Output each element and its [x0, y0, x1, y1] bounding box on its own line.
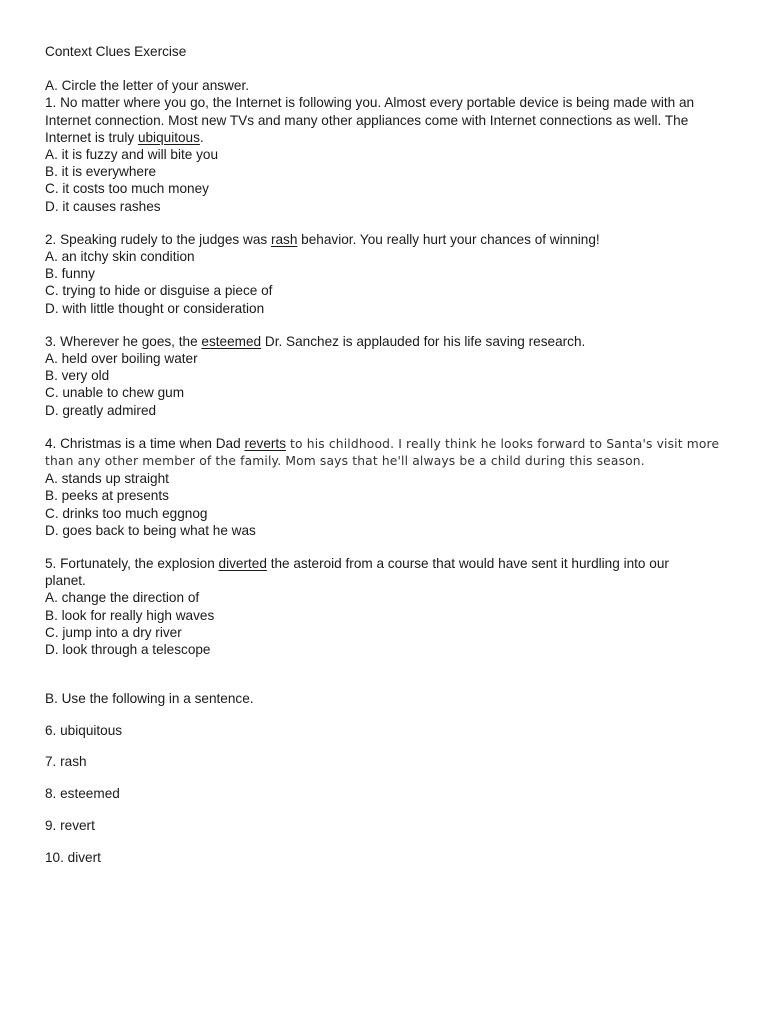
question-4-text: 4. Christmas is a time when Dad: [45, 435, 245, 451]
question-3-choice-b[interactable]: B. very old: [45, 368, 110, 384]
question-4-text-line2: than any other member of the family. Mom says that he'll always be a child during this season.: [45, 454, 645, 469]
question-5-choice-b[interactable]: B. look for really high waves: [45, 607, 215, 623]
question-4: [45, 435, 735, 539]
vocab-item-6: 6. ubiquitous: [45, 722, 123, 738]
question-4-choice-d[interactable]: D. goes back to being what he was: [45, 522, 256, 538]
question-3-choice-a[interactable]: A. held over boiling water: [45, 351, 198, 367]
worksheet-title: Context Clues Exercise: [45, 44, 187, 59]
question-3-target-word: esteemed: [201, 333, 262, 349]
question-2-choice-c[interactable]: C. trying to hide or disguise a piece of: [45, 283, 273, 299]
question-3-text: 3. Wherever he goes, the: [45, 333, 202, 349]
question-3: [45, 333, 735, 419]
question-1-text: 1. No matter where you go, the Internet is following you. Almost every portable device is being made with an Internet connection. Most new TVs and many other appliances come with Internet connections as well. The Internet is truly: [45, 95, 695, 145]
question-1-text-end: .: [199, 129, 204, 145]
question-5: [45, 555, 735, 658]
question-1-choice-b[interactable]: B. it is everywhere: [45, 164, 157, 180]
vocab-item-9: 9. revert: [45, 817, 95, 833]
question-2-stem: [45, 231, 735, 248]
question-1-target-word: ubiquitous: [137, 129, 200, 145]
question-5-choice-d[interactable]: D. look through a telescope: [45, 642, 211, 658]
vocab-item-10: 10. divert: [45, 849, 101, 865]
question-3-choice-d[interactable]: D. greatly admired: [45, 402, 157, 418]
question-5-choice-c[interactable]: C. jump into a dry river: [45, 624, 182, 640]
question-5-stem: [45, 555, 735, 572]
question-2-choice-b[interactable]: B. funny: [45, 266, 95, 282]
question-1-stem: [45, 94, 735, 146]
question-3-stem: [45, 333, 735, 350]
question-1: [45, 94, 735, 214]
question-3-choice-c[interactable]: C. unable to chew gum: [45, 385, 185, 401]
question-2-choice-a[interactable]: A. an itchy skin condition: [45, 249, 195, 265]
question-5-text: 5. Fortunately, the explosion: [45, 556, 219, 572]
question-5-target-word: diverted: [218, 556, 267, 572]
question-1-choice-d[interactable]: D. it causes rashes: [45, 198, 161, 214]
question-5-text-line2: planet.: [45, 573, 86, 589]
question-4-text-end: to his childhood. I really think he looks forward to Santa's visit more: [286, 436, 720, 451]
vocab-item-7: 7. rash: [45, 754, 87, 770]
question-5-text-end: the asteroid from a course that would have sent it hurdling into our: [266, 556, 669, 572]
question-1-choice-c[interactable]: C. it costs too much money: [45, 181, 209, 197]
part-a-instruction: A. Circle the letter of your answer.: [45, 78, 249, 94]
part-b-instruction: B. Use the following in a sentence.: [45, 691, 254, 707]
question-2-text-end: behavior. You really hurt your chances of winning!: [297, 231, 600, 247]
question-2-text: 2. Speaking rudely to the judges was: [45, 231, 271, 247]
question-5-choice-a[interactable]: A. change the direction of: [45, 590, 200, 606]
question-2-choice-d[interactable]: D. with little thought or consideration: [45, 300, 265, 316]
question-2-target-word: rash: [270, 231, 298, 247]
question-2: [45, 231, 735, 317]
question-4-target-word: reverts: [244, 435, 286, 451]
worksheet-page: [45, 43, 735, 880]
vocab-item-8: 8. esteemed: [45, 786, 120, 802]
question-4-choice-a[interactable]: A. stands up straight: [45, 471, 169, 487]
question-1-choice-a[interactable]: A. it is fuzzy and will bite you: [45, 147, 219, 163]
question-4-stem: [45, 435, 735, 453]
question-4-choice-c[interactable]: C. drinks too much eggnog: [45, 505, 208, 521]
question-4-choice-b[interactable]: B. peeks at presents: [45, 488, 169, 504]
question-3-text-end: Dr. Sanchez is applauded for his life saving research.: [261, 333, 586, 349]
